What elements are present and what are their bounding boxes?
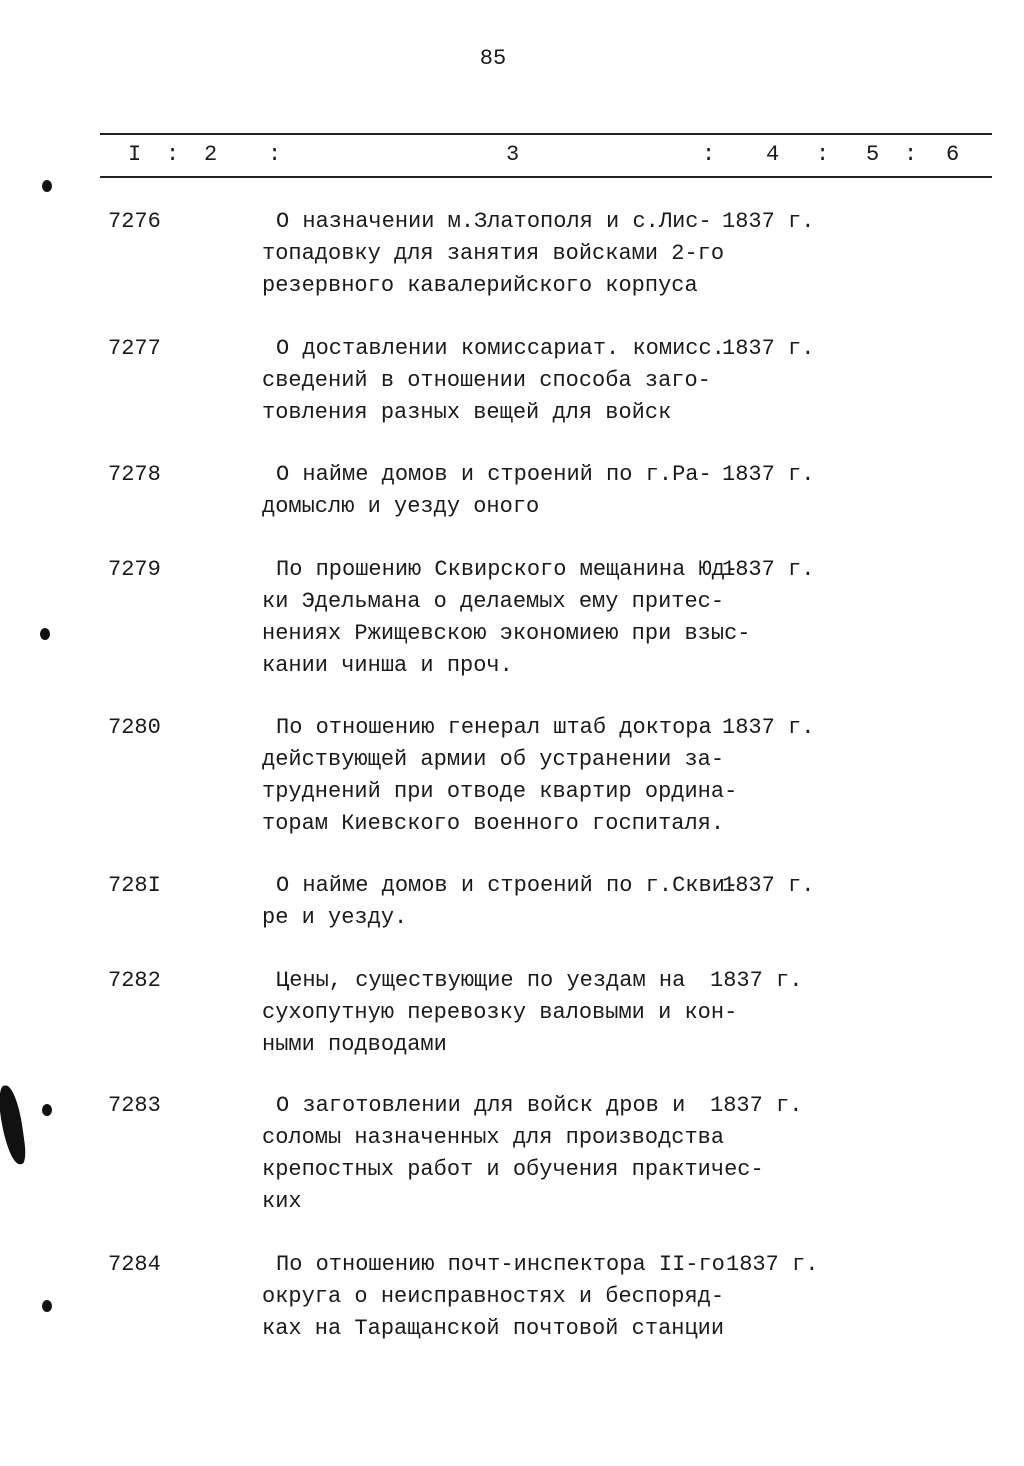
punch-hole [42, 1300, 52, 1312]
entry-title-line: труднений при отводе квартир ордина- [262, 779, 738, 804]
entry-title-line: соломы назначенных для производства [262, 1125, 725, 1150]
entry-date: 1837 г. [722, 462, 815, 487]
entry-title-line: ре и уезду. [262, 905, 408, 930]
entry-title-line: торам Киевского военного госпиталя. [262, 811, 725, 836]
entry-title [262, 333, 725, 429]
entry-date: 1837 г. [726, 1252, 819, 1277]
entry-title-line: крепостных работ и обучения практичес- [262, 1157, 764, 1182]
entry-number: 7278 [108, 462, 161, 487]
entry-number: 7280 [108, 715, 161, 740]
entry-title-line: По прошению Сквирского мещанина Юд- [276, 557, 739, 582]
entry-number: 7277 [108, 336, 161, 361]
entry-date: 1837 г. [710, 968, 803, 993]
entry-number: 7276 [108, 209, 161, 234]
column-header-6: 6 [946, 142, 960, 167]
entry-title [262, 459, 712, 523]
entry-title [262, 712, 738, 840]
punch-hole [42, 180, 52, 192]
column-separator: : [166, 142, 180, 167]
entry-title-line: О назначении м.Златополя и с.Лис- [276, 209, 712, 234]
punch-hole [42, 1104, 52, 1116]
entry-title [262, 554, 751, 682]
entry-title-line: ких [262, 1189, 302, 1214]
entry-date: 1837 г. [722, 715, 815, 740]
entry-title [262, 965, 738, 1061]
entry-title-line: округа о неисправностях и беспоряд- [262, 1284, 725, 1309]
ink-blot [0, 1084, 27, 1166]
column-separator: : [702, 142, 716, 167]
entry-title-line: О заготовлении для войск дров и [276, 1093, 686, 1118]
entry-number: 7279 [108, 557, 161, 582]
punch-hole [40, 628, 50, 640]
entry-title-line: резервного кавалерийского корпуса [262, 273, 698, 298]
column-separator: : [268, 142, 282, 167]
entry-date: 1837 г. [722, 336, 815, 361]
column-header-2: 2 [204, 142, 218, 167]
page-number: 85 [479, 46, 507, 71]
column-header-4: 4 [766, 142, 780, 167]
entry-title [262, 870, 739, 934]
entry-title-line: ках на Таращанской почтовой станции [262, 1316, 725, 1341]
entry-number: 728I [108, 873, 161, 898]
entry-title-line: сведений в отношении способа заго- [262, 368, 711, 393]
entry-title-line: топадовку для занятия войсками 2-го [262, 241, 725, 266]
entry-title-line: О доставлении комиссариат. комисс. [276, 336, 725, 361]
entry-title-line: нениях Ржищевскою экономиею при взыс- [262, 621, 751, 646]
entry-title [262, 1249, 725, 1345]
column-separator: : [904, 142, 918, 167]
header-rule-bottom [100, 176, 992, 178]
entry-title-line: По отношению почт-инспектора II-го [276, 1252, 725, 1277]
entry-title-line: О найме домов и строений по г.Ра- [276, 462, 712, 487]
column-header-5: 5 [866, 142, 880, 167]
column-header-3: 3 [506, 142, 520, 167]
entry-title-line: товления разных вещей для войск [262, 400, 672, 425]
entry-date: 1837 г. [710, 1093, 803, 1118]
entry-title-line: ными подводами [262, 1032, 447, 1057]
entry-date: 1837 г. [722, 873, 815, 898]
column-header-1: I [128, 142, 142, 167]
entry-title-line: По отношению генерал штаб доктора [276, 715, 712, 740]
entry-number: 7282 [108, 968, 161, 993]
entry-title-line: сухопутную перевозку валовыми и кон- [262, 1000, 738, 1025]
entry-title-line: О найме домов и строений по г.Скви- [276, 873, 739, 898]
entry-date: 1837 г. [722, 209, 815, 234]
entry-title-line: домыслю и уезду оного [262, 494, 540, 519]
header-rule-top [100, 133, 992, 135]
column-separator: : [816, 142, 830, 167]
entry-title-line: кании чинша и проч. [262, 653, 513, 678]
entry-number: 7284 [108, 1252, 161, 1277]
entry-title [262, 206, 725, 302]
entry-title-line: Цены, существующие по уездам на [276, 968, 686, 993]
entry-number: 7283 [108, 1093, 161, 1118]
entry-title-line: ки Эдельмана о делаемых ему притес- [262, 589, 725, 614]
entry-title-line: действующей армии об устранении за- [262, 747, 725, 772]
entry-date: 1837 г. [722, 557, 815, 582]
